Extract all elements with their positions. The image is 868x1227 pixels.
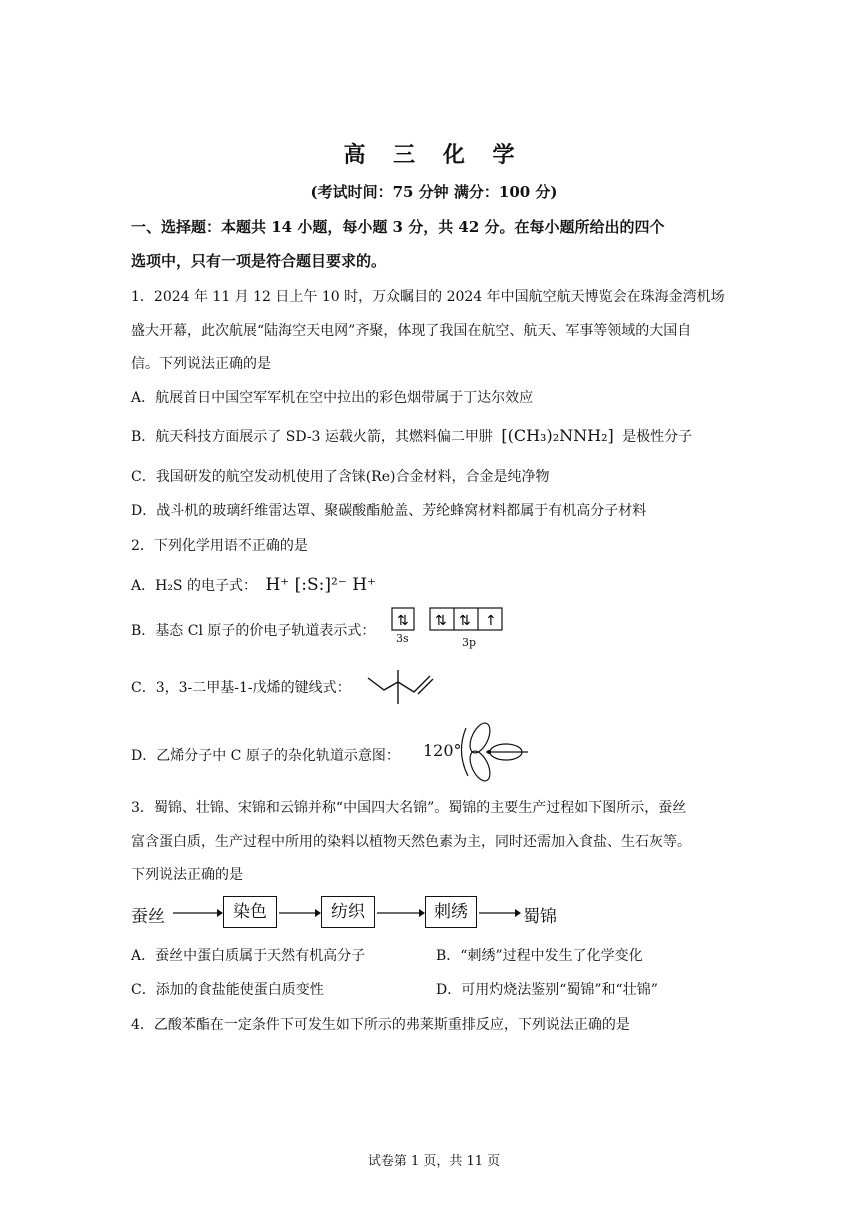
section-heading-line2: 选项中，只有一项是符合题目要求的。	[131, 252, 387, 270]
q1-stem-line3: 信。下列说法正确的是	[131, 356, 271, 372]
q1-option-c: C．我国研发的航空发动机使用了含铼(Re)合金材料，合金是纯净物	[131, 469, 550, 485]
flow-arrow-1	[171, 904, 223, 922]
page-title: 高 三 化 学	[343, 142, 525, 168]
q2-option-d-label: D．乙烯分子中 C 原子的杂化轨道示意图：	[131, 748, 400, 764]
flow-step-end: 蜀锦	[523, 907, 557, 927]
orbital-3p-label: 3p	[462, 636, 477, 649]
svg-text:↑: ↑	[485, 613, 497, 629]
q2-option-c-label: C．3，3-二甲基-1-戊烯的键线式：	[131, 680, 351, 696]
section-heading-line1: 一、选择题：本题共 14 小题，每小题 3 分，共 42 分。在每小题所给出的四个	[131, 218, 665, 236]
flow-step-embroidery: 刺绣	[425, 896, 477, 928]
q3-stem-line2: 富含蛋白质，生产过程中所用的染料以植物天然色素为主，同时还需加入食盐、生石灰等。	[131, 834, 691, 850]
q3-option-a: A．蚕丝中蛋白质属于天然有机高分子	[131, 948, 366, 964]
orbital-3s-label: 3s	[396, 632, 409, 645]
q3-stem-line1: 3．蜀锦、壮锦、宋锦和云锦并称“中国四大名锦”。蜀锦的主要生产过程如下图所示，蚕丝	[131, 800, 687, 816]
process-flowchart	[131, 896, 591, 930]
flow-step-dyeing: 染色	[223, 896, 277, 928]
q3-stem-line3: 下列说法正确的是	[131, 867, 243, 883]
q1-option-b-formula: [(CH₃)₂NNH₂]	[501, 426, 614, 445]
svg-text:⇅: ⇅	[459, 613, 471, 629]
svg-text:⇅: ⇅	[435, 613, 447, 629]
q1-stem-line2: 盛大开幕，此次航展“陆海空天电网”齐聚，体现了我国在航空、航天、军事等领域的大国自	[131, 323, 692, 339]
exam-info: (考试时间：75 分钟 满分：100 分)	[310, 183, 558, 201]
q1-option-a: A．航展首日中国空军军机在空中拉出的彩色烟带属于丁达尔效应	[131, 390, 534, 406]
q2-option-b-label: B．基态 Cl 原子的价电子轨道表示式：	[131, 623, 376, 639]
h2s-electron-formula: H⁺ [:S:]²⁻ H⁺	[265, 575, 376, 595]
bond-angle-label: 120°	[423, 741, 462, 760]
q3-option-b: B．“刺绣”过程中发生了化学变化	[436, 948, 643, 964]
q2-option-a-label: A．H₂S 的电子式：	[131, 578, 257, 594]
q3-option-c: C．添加的食盐能使蛋白质变性	[131, 982, 324, 998]
q4-stem: 4．乙酸苯酯在一定条件下可发生如下所示的弗莱斯重排反应，下列说法正确的是	[131, 1017, 630, 1033]
q1-stem-line1: 1．2024 年 11 月 12 日上午 10 时，万众瞩目的 2024 年中国航空航天博览会在珠海金湾机场	[131, 289, 725, 305]
svg-text:⇅: ⇅	[397, 613, 409, 629]
flow-step-start: 蚕丝	[131, 907, 165, 927]
page-footer: 试卷第 1 页，共 11 页	[367, 1154, 501, 1169]
flow-arrow-2	[277, 904, 321, 922]
flow-step-weaving: 纺织	[321, 896, 375, 928]
q1-option-b	[131, 426, 692, 446]
skeletal-formula	[366, 668, 438, 708]
q1-option-d: D．战斗机的玻璃纤维雷达罩、聚碳酸酯舱盖、芳纶蜂窝材料都属于有机高分子材料	[131, 503, 647, 519]
q2-option-a	[131, 575, 376, 595]
q1-option-b-suffix: 是极性分子	[622, 429, 693, 445]
q1-option-b-text: B．航天科技方面展示了 SD-3 运载火箭，其燃料偏二甲肼	[131, 429, 493, 445]
q3-option-d: D．可用灼烧法鉴别“蜀锦”和“壮锦”	[436, 982, 658, 998]
sp2-orbital-diagram	[456, 722, 532, 784]
flow-arrow-3	[375, 904, 425, 922]
q2-stem: 2．下列化学用语不正确的是	[131, 538, 308, 554]
flow-arrow-4	[477, 904, 521, 922]
